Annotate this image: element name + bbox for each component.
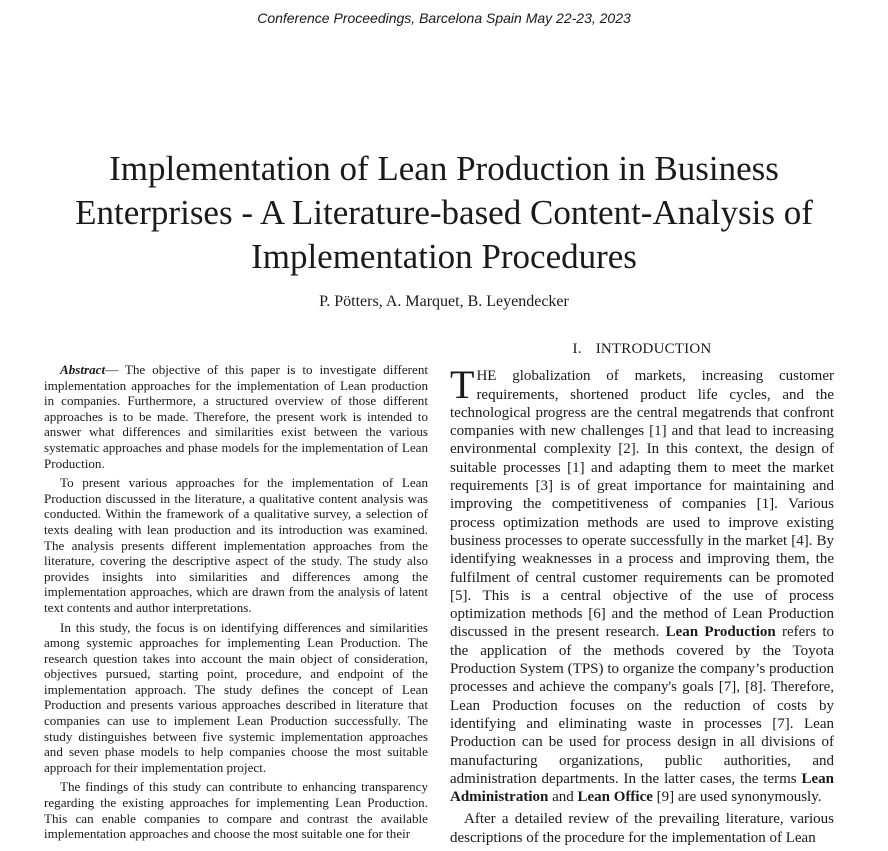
intro-paragraph-2: After a detailed review of the prevailing literature, various descriptions of the procedure for the implementation of Lean — [450, 811, 834, 846]
abstract-paragraph-4: The findings of this study can contribute to enhancing transparency regarding the existing approaches for implementing Lean Production. This can enable companies to compare and contrast the available implementation approaches and choose the most suitable one for their — [44, 779, 428, 842]
abstract-label: Abstract — [60, 362, 106, 377]
introduction-column — [450, 340, 834, 851]
abstract-dash: — — [105, 362, 119, 377]
section-title: INTRODUCTION — [595, 341, 712, 357]
term-lean-production: Lean Production — [665, 624, 776, 641]
abstract-paragraph-3: In this study, the focus is on identifying differences and similarities among systemic approaches for implementing Lean Production. The research question takes into account the main object of consideration, objectives pursued, starting point, procedure, and endpoint of the implementation approach. The study defines the concept of Lean Production and presents various approaches described in literature that companies can use to implement Lean Production successfully. The study distinguishes between five systemic implementation approaches and seven phase models to help companies choose the most suitable approach for their implementation project. — [44, 619, 428, 775]
paper-title — [20, 147, 868, 279]
abstract-paragraph-2: To present various approaches for the implementation of Lean Production discussed in the literature, a qualitative content analysis was conducted. Within the framework of a qualitative survey, a selection of texts dealing with lean production and its introduction was examined. The analysis presents different implementation approaches from the literature, covering the descriptive aspect of the study. The study also provides insights into similarities and differences among the implementation approaches, which are drawn from the analysis of latent text contents and author interpretations. — [44, 475, 428, 615]
term-lean-office: Lean Office — [577, 789, 653, 806]
running-header: Conference Proceedings, Barcelona Spain May 22-23, 2023 — [257, 10, 631, 26]
section-heading-introduction — [450, 340, 834, 358]
intro-text-b: refers to the application of the methods covered by the Toyota Production System (TPS) to organize the company’s production processes and achieve the company's goals [7], [8]. Therefore, Lean Production focuses on the reduction of costs by identifying and eliminating waste in processes [7]. Lean Production can be used for process design in all divisions of manufacturing organizations, public authorities, and administration departments. In the latter cases, the terms — [450, 624, 834, 787]
drop-cap: T — [450, 362, 475, 408]
author-list: P. Pötters, A. Marquet, B. Leyendecker — [319, 293, 569, 310]
abstract-text: The objective of this paper is to investigate different implementation approaches for the implementation of Lean production in companies. Furthermore, a structured overview of those different approaches is to be made. Therefore, the present work is intended to answer what differences and similarities exist between the various systematic approaches and phase models for the implementation of Lean Production. — [44, 362, 428, 471]
intro-text-a: HE globalization of markets, increasing customer requirements, shortened product life cycles, and the technological progress are the central megatrends that confront companies with new challenges [1] and that lead to increasing environmental complexity [2]. In this context, the design of suitable processes [1] and adapting them to meet the market requirements [3] is of great importance for maintaining and improving the competitiveness of companies [1]. Various process optimization methods are used to improve existing business processes to operate successfully in the market [4]. By identifying weaknesses in a process and improving them, the fulfilment of central customer requirements can be promoted [5]. This is a central objective of the use of process optimization methods [6] and the method of Lean Production discussed in the present research. — [450, 368, 834, 641]
intro-paragraph-1 — [450, 362, 834, 806]
title-line-3: Implementation Procedures — [251, 237, 637, 276]
section-number: I. — [572, 341, 582, 357]
abstract-column — [44, 362, 428, 846]
intro-text-c: and — [548, 789, 578, 806]
abstract-paragraph-1 — [44, 362, 428, 471]
intro-text-d: [9] are used synonymously. — [652, 789, 822, 806]
term-lean-administration: Lean Administration — [450, 770, 834, 806]
title-line-1: Implementation of Lean Production in Business — [109, 149, 779, 188]
title-line-2: Enterprises - A Literature-based Content-Analysis of — [75, 193, 813, 232]
